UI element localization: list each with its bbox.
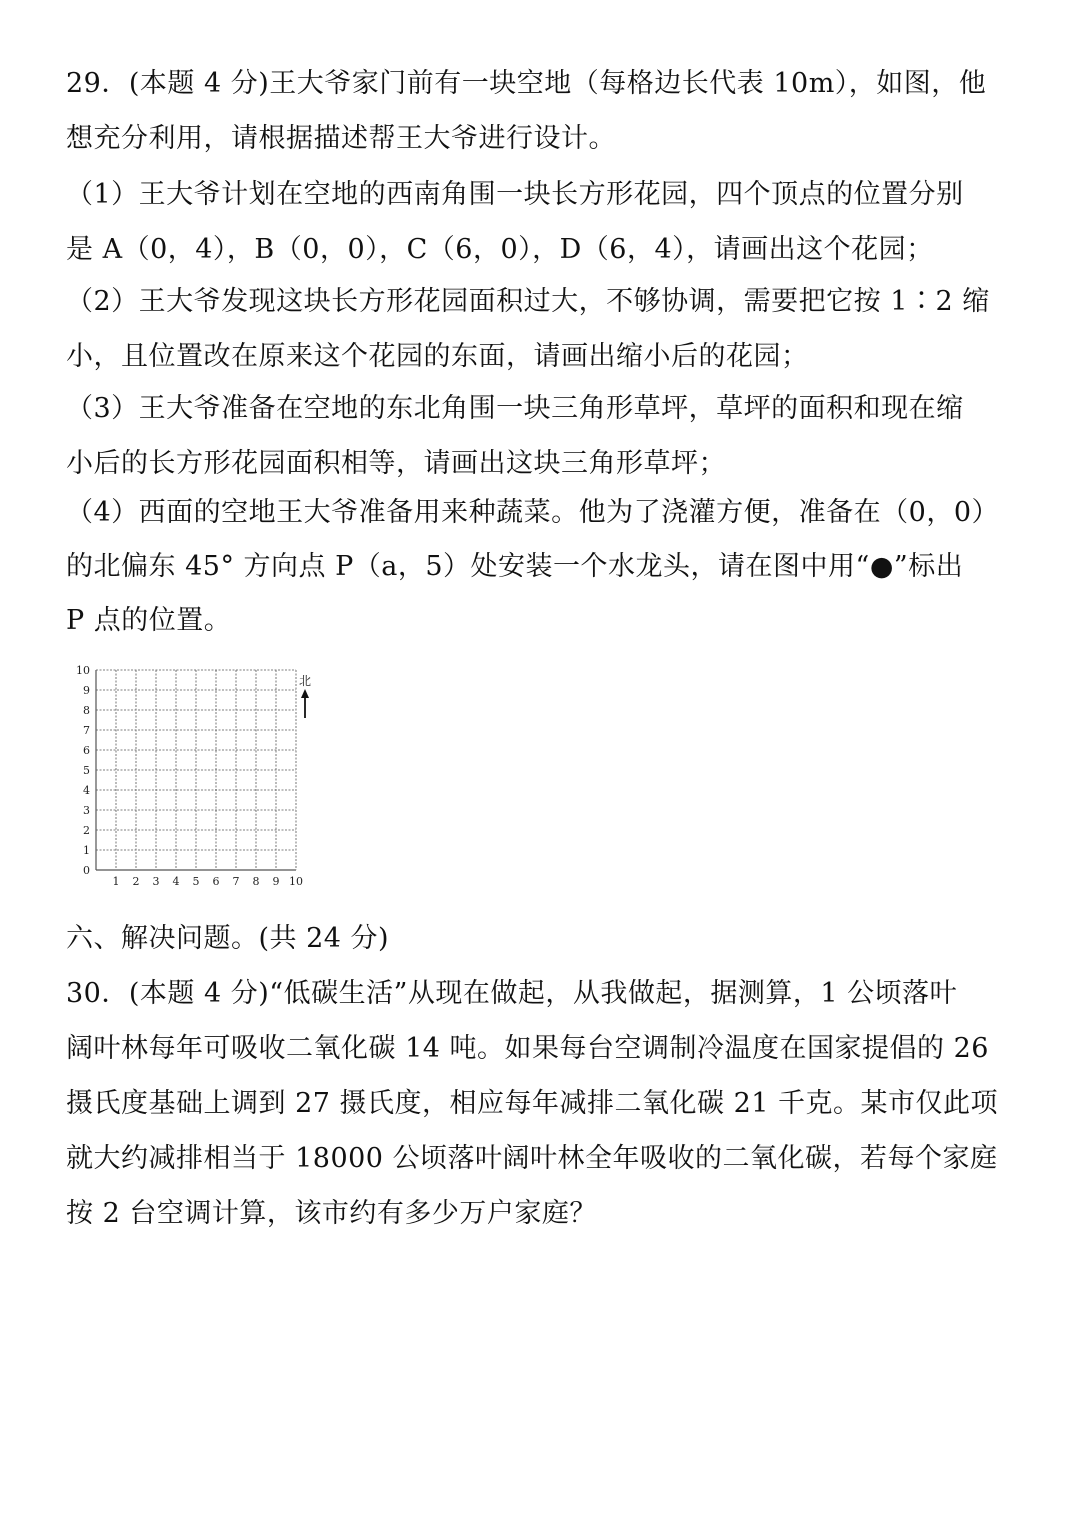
y-tick-label: 9 <box>83 684 90 697</box>
section-6-heading: 六、解决问题。(共 24 分) <box>66 923 390 954</box>
q30-line-1: 30．(本题 4 分)“低碳生活”从现在做起，从我做起，据测算，1 公顷落叶 <box>66 978 958 1009</box>
q29-part3-line-2: 小后的长方形花园面积相等，请画出这块三角形草坪； <box>66 448 726 479</box>
y-tick-label: 0 <box>83 864 90 877</box>
x-tick-label: 3 <box>152 875 160 888</box>
q29-part1-line-1: （1）王大爷计划在空地的西南角围一块长方形花园，四个顶点的位置分别 <box>66 179 964 210</box>
y-tick-label: 7 <box>83 724 90 737</box>
y-tick-label: 8 <box>83 704 90 717</box>
q29-part3-line-1: （3）王大爷准备在空地的东北角围一块三角形草坪，草坪的面积和现在缩 <box>66 393 964 424</box>
x-tick-label: 6 <box>212 875 220 888</box>
x-tick-label: 1 <box>112 875 120 888</box>
q29-part2-line-2: 小，且位置改在原来这个花园的东面，请画出缩小后的花园； <box>66 341 809 372</box>
q30-line-2: 阔叶林每年可吸收二氧化碳 14 吨。如果每台空调制冷温度在国家提倡的 26 <box>66 1033 989 1064</box>
x-tick-label: 2 <box>132 875 140 888</box>
y-tick-label: 3 <box>83 804 90 817</box>
q29-line-2: 想充分利用，请根据描述帮王大爷进行设计。 <box>66 123 616 154</box>
x-tick-label: 7 <box>232 875 240 888</box>
grid-lines <box>96 670 296 870</box>
q29-part4-line-1: （4）西面的空地王大爷准备用来种蔬菜。他为了浇灌方便，准备在（0，0） <box>66 497 1000 528</box>
y-tick-label: 2 <box>83 824 90 837</box>
x-tick-label: 9 <box>272 875 280 888</box>
x-tick-label: 5 <box>192 875 200 888</box>
y-tick-labels <box>76 664 90 877</box>
q30-line-4: 就大约减排相当于 18000 公顷落叶阔叶林全年吸收的二氧化碳，若每个家庭 <box>66 1143 998 1174</box>
q29-part4-line-2: 的北偏东 45° 方向点 P（a，5）处安装一个水龙头，请在图中用“●”标出 <box>66 551 964 582</box>
q29-part2-line-1: （2）王大爷发现这块长方形花园面积过大，不够协调，需要把它按 1∶2 缩 <box>66 286 990 317</box>
q30-line-5: 按 2 台空调计算，该市约有多少万户家庭？ <box>66 1198 597 1229</box>
q29-part1-line-2: 是 A（0，4），B（0，0），C（6，0），D（6，4），请画出这个花园； <box>66 234 934 265</box>
y-tick-label: 4 <box>83 784 90 797</box>
q30-line-3: 摄氏度基础上调到 27 摄氏度，相应每年减排二氧化碳 21 千克。某市仅此项 <box>66 1088 999 1119</box>
x-tick-labels <box>113 875 304 888</box>
coordinate-grid-svg <box>70 660 330 892</box>
coordinate-grid <box>70 660 330 892</box>
north-label: 北 <box>298 674 312 688</box>
x-tick-label: 4 <box>172 875 180 888</box>
y-tick-label: 5 <box>83 764 90 777</box>
x-tick-label: 8 <box>252 875 260 888</box>
q29-line-1: 29．(本题 4 分)王大爷家门前有一块空地（每格边长代表 10m），如图，他 <box>66 68 987 99</box>
north-arrow-icon <box>301 689 309 718</box>
q29-part4-line-3: P 点的位置。 <box>66 605 232 636</box>
y-tick-label: 6 <box>83 744 90 757</box>
x-tick-label: 10 <box>289 875 303 888</box>
y-tick-label: 10 <box>76 664 90 677</box>
y-tick-label: 1 <box>83 844 90 857</box>
